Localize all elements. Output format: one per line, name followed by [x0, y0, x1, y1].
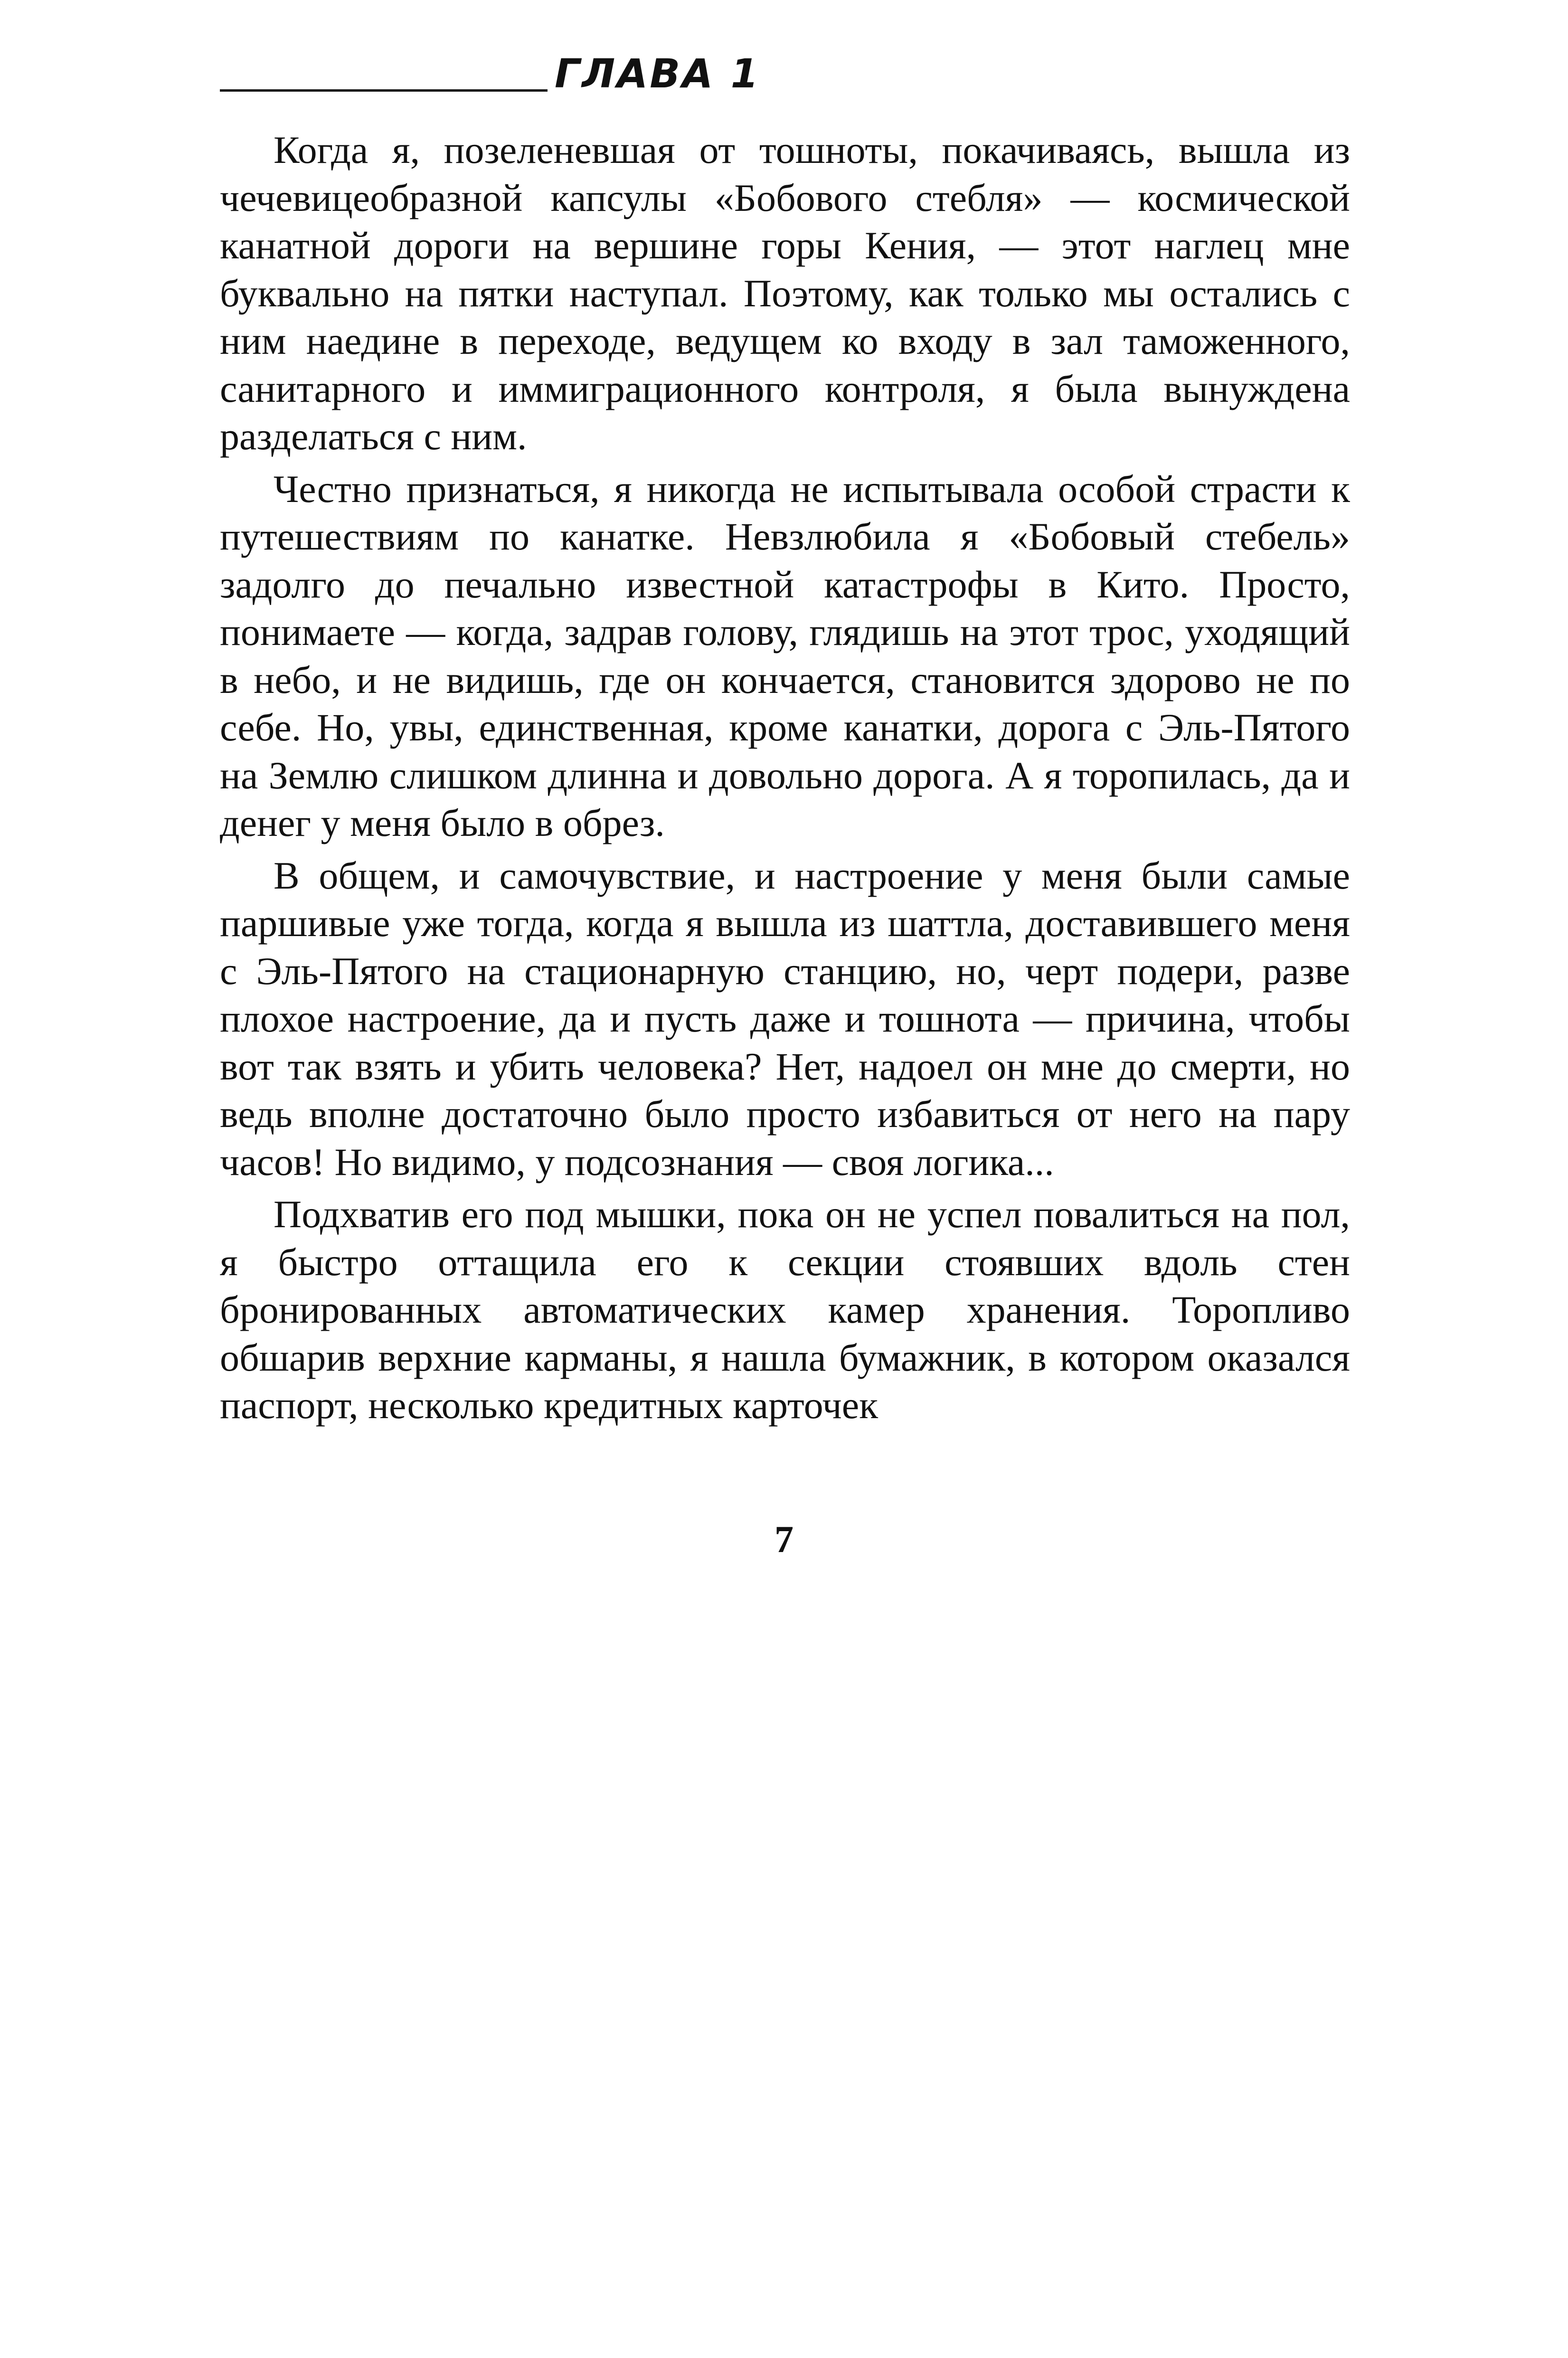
- chapter-header: [220, 47, 1350, 100]
- paragraph-1: Когда я, позеленевшая от тошноты, покачиваясь, вышла из чечевицеобразной капсулы «Бобового стебля» — космической канатной дороги на вершине горы Кения, — этот наглец мне буквально на пятки наступал. Поэтому, как только мы остались с ним наедине в переходе, ведущем ко входу в зал таможенного, санитарного и иммиграционного контроля, я была вынуждена разделаться с ним.: [220, 128, 1350, 458]
- text-body: [220, 126, 1350, 1434]
- chapter-rule: [220, 89, 548, 92]
- paragraph-2: Честно признаться, я никогда не испытывала особой страсти к путешествиям по канатке. Невзлюбила я «Бобовый стебель» задолго до печально известной катастрофы в Кито. Просто, понимаете — когда, задрав голову, глядишь на этот трос, уходящий в небо, и не видишь, где он кончается, становится здорово не по себе. Но, увы, единственная, кроме канатки, дорога с Эль-Пятого на Землю слишком длинна и довольно дорога. А я торопилась, да и денег у меня было в обрез.: [220, 467, 1350, 844]
- paragraph-3: В общем, и самочувствие, и настроение у меня были самые паршивые уже тогда, когда я вышла из шаттла, доставившего меня с Эль-Пятого на стационарную станцию, но, черт подери, разве плохое настроение, да и пусть даже и тошнота — причина, чтобы вот так взять и убить человека? Нет, надоел он мне до смерти, но ведь вполне достаточно было просто избавиться от него на пару часов! Но видимо, у подсознания — своя логика...: [220, 853, 1350, 1184]
- paragraph-4: Подхватив его под мышки, пока он не успел повалиться на пол, я быстро оттащила его к секции стоявших вдоль стен бронированных автоматических камер хранения. Торопливо обшарив верхние карманы, я нашла бумажник, в котором оказался паспорт, несколько кредитных карточек: [220, 1193, 1350, 1427]
- chapter-title: ГЛАВА 1: [555, 50, 761, 97]
- page-number: 7: [775, 1519, 793, 1561]
